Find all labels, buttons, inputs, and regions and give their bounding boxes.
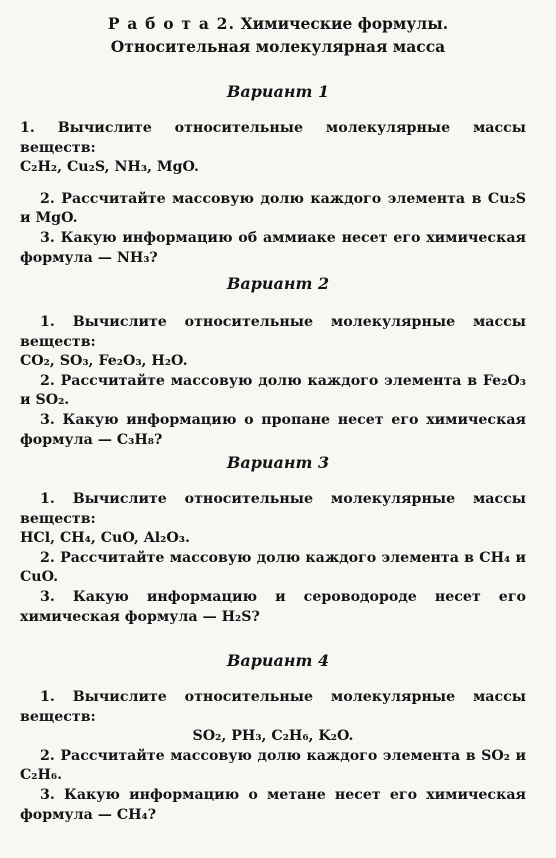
variant-2-q1: 1. Вычислите относительные молекулярные массы веществ:: [20, 314, 526, 350]
variant-1-q1-substances: C₂H₂, Cu₂S, NH₃, MgO.: [20, 159, 199, 176]
header-line-1: [0, 12, 556, 35]
work-topic: Химические формулы.: [240, 14, 449, 33]
variant-3-title: Вариант 3: [226, 453, 330, 472]
variant-1-title: Вариант 1: [226, 82, 330, 101]
variant-3-q1: 1. Вычислите относительные молекулярные массы веществ:: [20, 491, 526, 527]
variant-4-q1: 1. Вычислите относительные молекулярные массы веществ:: [20, 689, 526, 725]
variant-4-q3: 3. Какую информацию о метане несет его химическая формула — CH₄?: [20, 786, 526, 823]
header-line-2: Относительная молекулярная масса: [110, 37, 446, 56]
variant-4-title: Вариант 4: [226, 651, 330, 670]
variant-1-q2: 2. Рассчитайте массовую долю каждого элемента в Cu₂S и MgO.: [20, 190, 526, 227]
variant-4-tasks: [20, 688, 526, 825]
page-header: [0, 12, 556, 58]
variant-3-q2: 2. Рассчитайте массовую долю каждого элемента в CH₄ и CuO.: [20, 549, 526, 586]
variant-3-q1-substances: HCl, CH₄, CuO, Al₂O₃.: [20, 530, 190, 547]
variant-2-title: Вариант 2: [226, 274, 330, 293]
variant-3-q3: 3. Какую информацию и сероводороде несет его химическая формула — H₂S?: [20, 588, 526, 625]
variant-2-tasks: [20, 313, 526, 450]
variant-4-q2: 2. Рассчитайте массовую долю каждого элемента в SO₂ и C₂H₆.: [20, 747, 526, 784]
variant-2-q1-substances: CO₂, SO₃, Fe₂O₃, H₂O.: [20, 353, 188, 370]
variant-4-q1-substances: SO₂, PH₃, C₂H₆, K₂O.: [192, 728, 354, 745]
variant-3-tasks: [20, 490, 526, 627]
variant-1-q1: 1. Вычислите относительные молекулярные массы веществ:: [20, 120, 526, 156]
variant-1-q3: 3. Какую информацию об аммиаке несет его химическая формула — NH₃?: [20, 229, 526, 266]
variant-1-tasks: [20, 119, 526, 268]
variant-2-q2: 2. Рассчитайте массовую долю каждого элемента в Fe₂O₃ и SO₂.: [20, 372, 526, 409]
work-number: Р а б о т а 2.: [107, 14, 236, 33]
variant-2-q3: 3. Какую информацию о пропане несет его химическая формула — C₃H₈?: [20, 411, 526, 448]
